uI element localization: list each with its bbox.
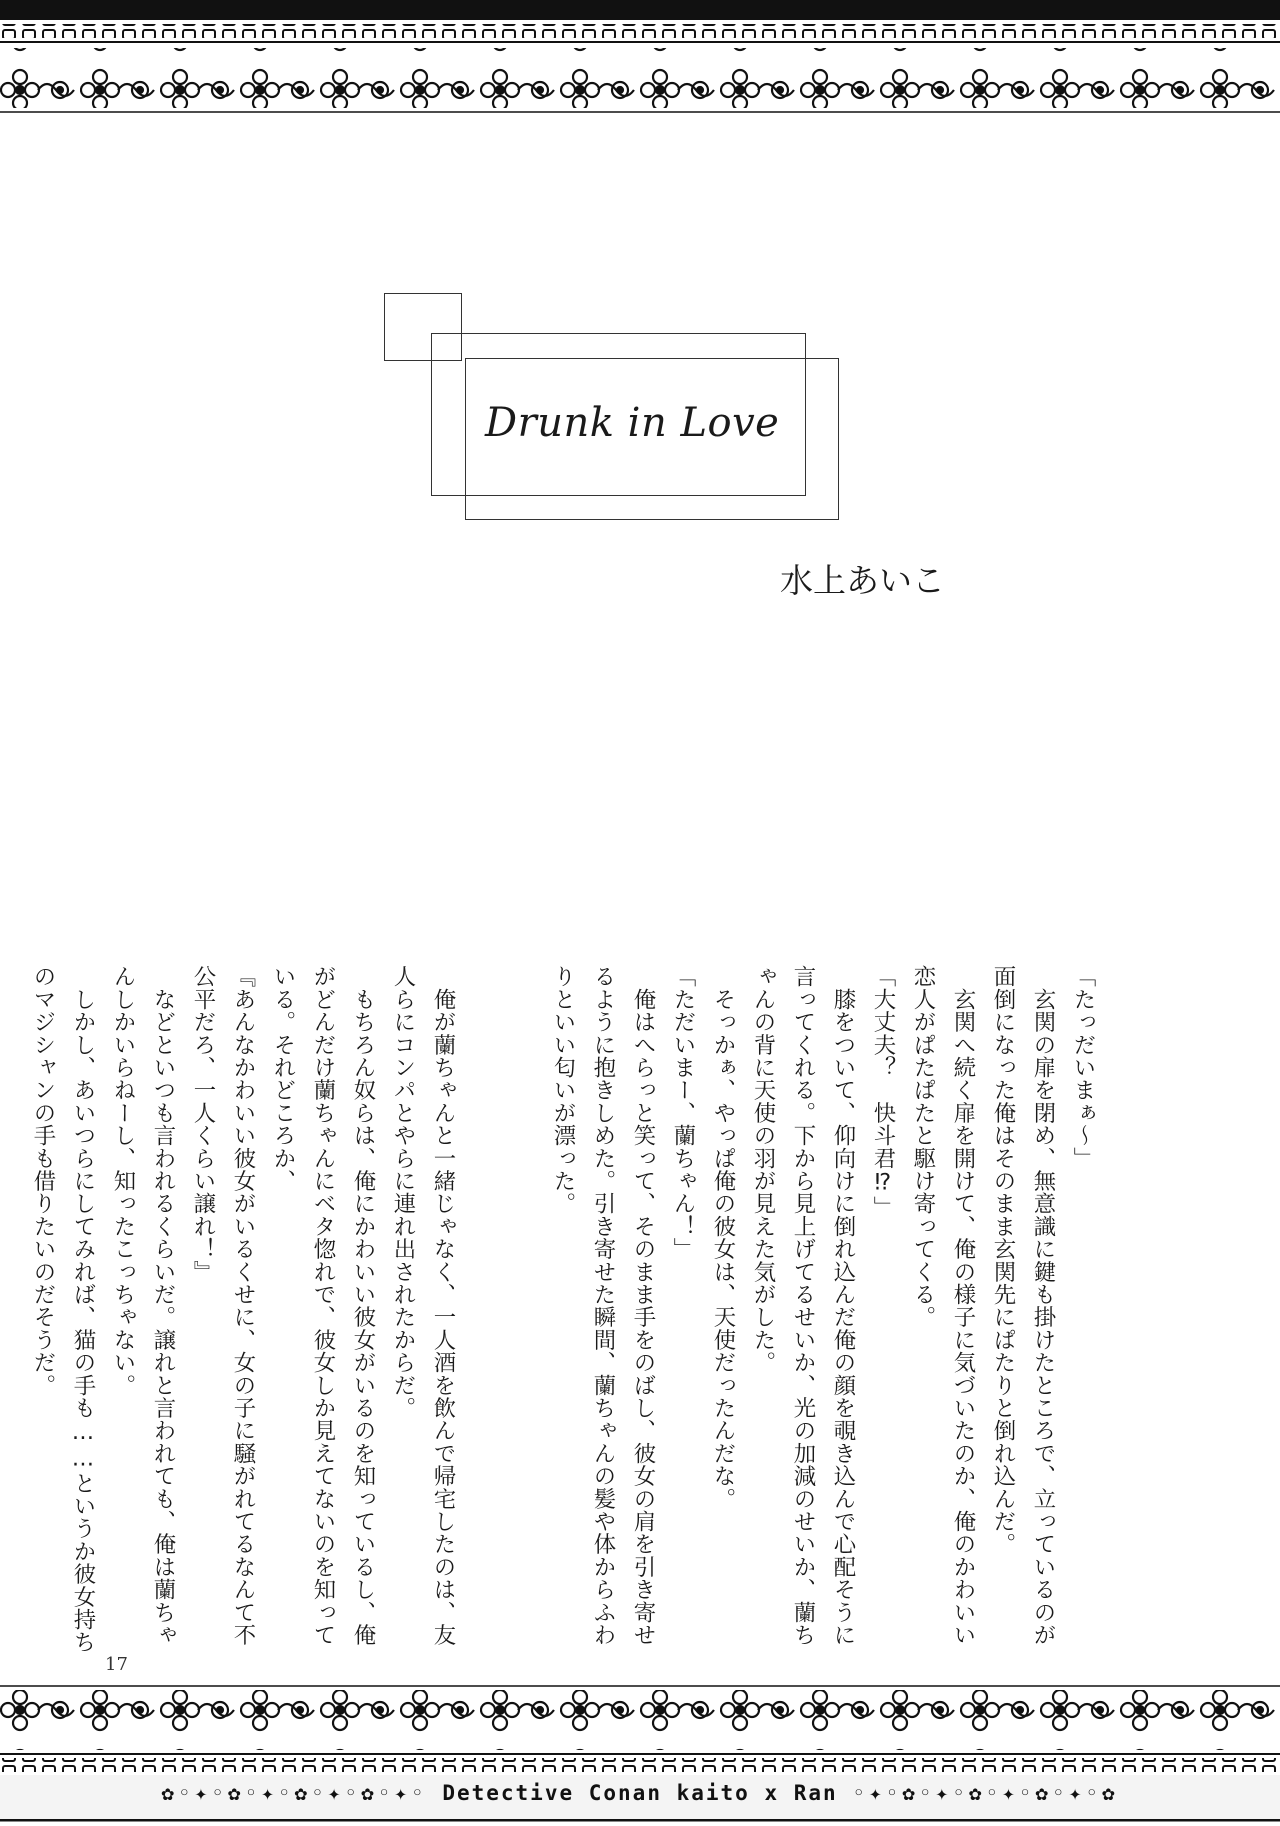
text-line: 膝をついて、仰向けに倒れ込んだ俺の顔を覗き込んで心配そうに [830, 965, 856, 1646]
text-line: るように抱きしめた。引き寄せた瞬間、蘭ちゃんの髪や体からふわ [590, 965, 616, 1646]
footer-ornament-left: ✿◦✦◦✿◦✦◦✿◦✦◦✿◦✦◦ [161, 1781, 428, 1805]
text-line: ゃんの背に天使の羽が見えた気がした。 [750, 965, 776, 1374]
text-line: 面倒になった俺はそのまま玄関先にぱたりと倒れ込んだ。 [990, 965, 1016, 1556]
author-name: 水上あいこ [780, 561, 945, 600]
text-line: 公平だろ、一人くらい譲れ！』 [190, 965, 216, 1283]
text-line: んしかいらねーし、知ったこっちゃない。 [110, 965, 136, 1397]
footer-ornament-right: ◦✦◦✿◦✦◦✿◦✦◦✿◦✦◦✿ [852, 1781, 1119, 1805]
footer-series-title: Detective Conan kaito x Ran [442, 1781, 838, 1805]
text-line: しかし、あいつらにしてみれば、猫の手も……というか彼女持ち [70, 965, 96, 1654]
text-line: などといつも言われるくらいだ。譲れと言われても、俺は蘭ちゃ [150, 965, 176, 1646]
text-line: 「たっだいまぁ～」 [1070, 965, 1096, 1170]
text-line: 言ってくれる。下から見上げてるせいか、光の加減のせいか、蘭ち [790, 965, 816, 1646]
text-line: 俺が蘭ちゃんと一緒じゃなく、一人酒を飲んで帰宅したのは、友 [430, 965, 456, 1646]
text-line: がどんだけ蘭ちゃんにベタ惚れで、彼女しか見えてないのを知って [310, 965, 336, 1646]
text-line: いる。それどころか、 [270, 965, 296, 1192]
text-line: 俺はへらっと笑って、そのまま手をのばし、彼女の肩を引き寄せ [630, 965, 656, 1646]
story-title: Drunk in Love [485, 400, 780, 446]
top-lace-border [0, 0, 1280, 128]
text-line: 玄関の扉を閉め、無意識に鍵も掛けたところで、立っているのが [1030, 965, 1056, 1646]
text-line: もちろん奴らは、俺にかわいい彼女がいるのを知っているし、俺 [350, 965, 376, 1646]
text-line: 玄関へ続く扉を開けて、俺の様子に気づいたのか、俺のかわいい [950, 965, 976, 1646]
text-line: りといい匂いが漂った。 [550, 965, 576, 1215]
page-number: 17 [105, 1654, 128, 1675]
text-line: 恋人がぱたぱたと駆け寄ってくる。 [910, 965, 936, 1329]
text-line: のマジシャンの手も借りたいのだそうだ。 [30, 965, 56, 1397]
body-text-right [550, 965, 1103, 1665]
text-line: 「ただいまー、蘭ちゃん！」 [670, 965, 696, 1261]
text-line: 『あんなかわいい彼女がいるくせに、女の子に騒がれてるなんて不 [230, 965, 256, 1646]
footer-caption [0, 1781, 1280, 1805]
text-line: そっかぁ、やっぱ俺の彼女は、天使だったんだな。 [710, 965, 736, 1510]
text-line: 「大丈夫？ 快斗君⁉」 [870, 965, 896, 1219]
text-line: 人らにコンパとやらに連れ出されたからだ。 [390, 965, 416, 1419]
